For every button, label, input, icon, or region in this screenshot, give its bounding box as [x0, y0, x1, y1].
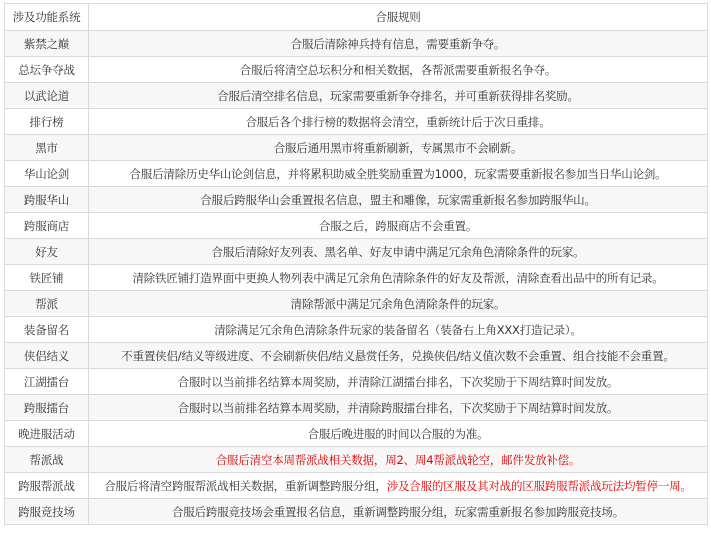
table-row: [5, 421, 708, 447]
row-rule-normal-part: 合服后将清空跨服帮派战相关数据，重新调整跨服分组，: [104, 478, 387, 493]
row-system: 跨服商店: [5, 213, 89, 239]
table-row: [5, 187, 708, 213]
row-rule: 合服后各个排行榜的数据将会清空，重新统计后于次日重排。: [89, 109, 708, 135]
row-system: 晚进服活动: [5, 421, 89, 447]
row-rule: 合服后将清空总坛积分和相关数据，各帮派需要重新报名争夺。: [89, 57, 708, 83]
row-rule: 合服后跨服竞技场会重置报名信息，重新调整跨服分组，玩家需重新报名参加跨服竞技场。: [89, 499, 708, 525]
row-system: 跨服华山: [5, 187, 89, 213]
row-rule: 合服后清除神兵持有信息，需要重新争夺。: [89, 31, 708, 57]
merge-rules-table: [4, 3, 708, 525]
row-rule-mixed: [89, 473, 708, 499]
row-rule-highlight: 合服后清空本周帮派战相关数据，周2、周4帮派战轮空，邮件发放补偿。: [89, 447, 708, 473]
row-system: 帮派战: [5, 447, 89, 473]
table-row: [5, 499, 708, 525]
row-rule: 合服后清除好友列表、黑名单、好友申请中满足冗余角色清除条件的玩家。: [89, 239, 708, 265]
row-rule: 清除铁匠铺打造界面中更换人物列表中满足冗余角色清除条件的好友及帮派，清除查看出品中的所有记录。: [89, 265, 708, 291]
row-system: 排行榜: [5, 109, 89, 135]
row-system: 装备留名: [5, 317, 89, 343]
table-row: [5, 161, 708, 187]
table-row: [5, 265, 708, 291]
row-system: 跨服帮派战: [5, 473, 89, 499]
table-row: [5, 109, 708, 135]
table-row: [5, 317, 708, 343]
table-row: [5, 57, 708, 83]
row-system: 以武论道: [5, 83, 89, 109]
row-rule: 合服之后，跨服商店不会重置。: [89, 213, 708, 239]
row-system: 江湖擂台: [5, 369, 89, 395]
row-system: 紫禁之巅: [5, 31, 89, 57]
row-rule: 合服后通用黑市将重新刷新，专属黑市不会刷新。: [89, 135, 708, 161]
table-row: [5, 343, 708, 369]
row-rule: 清除满足冗余角色清除条件玩家的装备留名（装备右上角XXX打造记录）。: [89, 317, 708, 343]
row-system: 华山论剑: [5, 161, 89, 187]
row-system: 跨服擂台: [5, 395, 89, 421]
table-row: [5, 83, 708, 109]
table-header-row: [5, 4, 708, 31]
row-system: 侠侣结义: [5, 343, 89, 369]
table-row: [5, 291, 708, 317]
row-system: 黑市: [5, 135, 89, 161]
header-system: 涉及功能系统: [5, 4, 89, 31]
row-rule: 合服后清除历史华山论剑信息，并将累积助威全胜奖励重置为1000，玩家需要重新报名参加当日华山论剑。: [89, 161, 708, 187]
table-row: [5, 31, 708, 57]
row-rule: 合服时以当前排名结算本周奖励，并清除跨服擂台排名，下次奖励于下周结算时间发放。: [89, 395, 708, 421]
row-system: 跨服竞技场: [5, 499, 89, 525]
table-row: [5, 369, 708, 395]
table-row: [5, 473, 708, 499]
table-row: [5, 395, 708, 421]
table-row: [5, 239, 708, 265]
row-system: 总坛争夺战: [5, 57, 89, 83]
row-rule: 合服后清空排名信息，玩家需要重新争夺排名，并可重新获得排名奖励。: [89, 83, 708, 109]
table-row: [5, 213, 708, 239]
row-rule: 合服时以当前排名结算本周奖励，并清除江湖擂台排名，下次奖励于下周结算时间发放。: [89, 369, 708, 395]
table-row: [5, 447, 708, 473]
table-row: [5, 135, 708, 161]
row-rule: 清除帮派中满足冗余角色清除条件的玩家。: [89, 291, 708, 317]
row-rule: 不重置侠侣/结义等级进度、不会刷新侠侣/结义悬赏任务，兑换侠侣/结义值次数不会重置、组合技能不会重置。: [89, 343, 708, 369]
row-rule: 合服后晚进服的时间以合服的为准。: [89, 421, 708, 447]
row-system: 帮派: [5, 291, 89, 317]
row-system: 铁匠铺: [5, 265, 89, 291]
header-rule: 合服规则: [89, 4, 708, 31]
row-system: 好友: [5, 239, 89, 265]
row-rule-highlight-part: 涉及合服的区服及其对战的区服跨服帮派战玩法均暂停一周。: [386, 478, 692, 493]
row-rule: 合服后跨服华山会重置报名信息，盟主和雕像，玩家需重新报名参加跨服华山。: [89, 187, 708, 213]
